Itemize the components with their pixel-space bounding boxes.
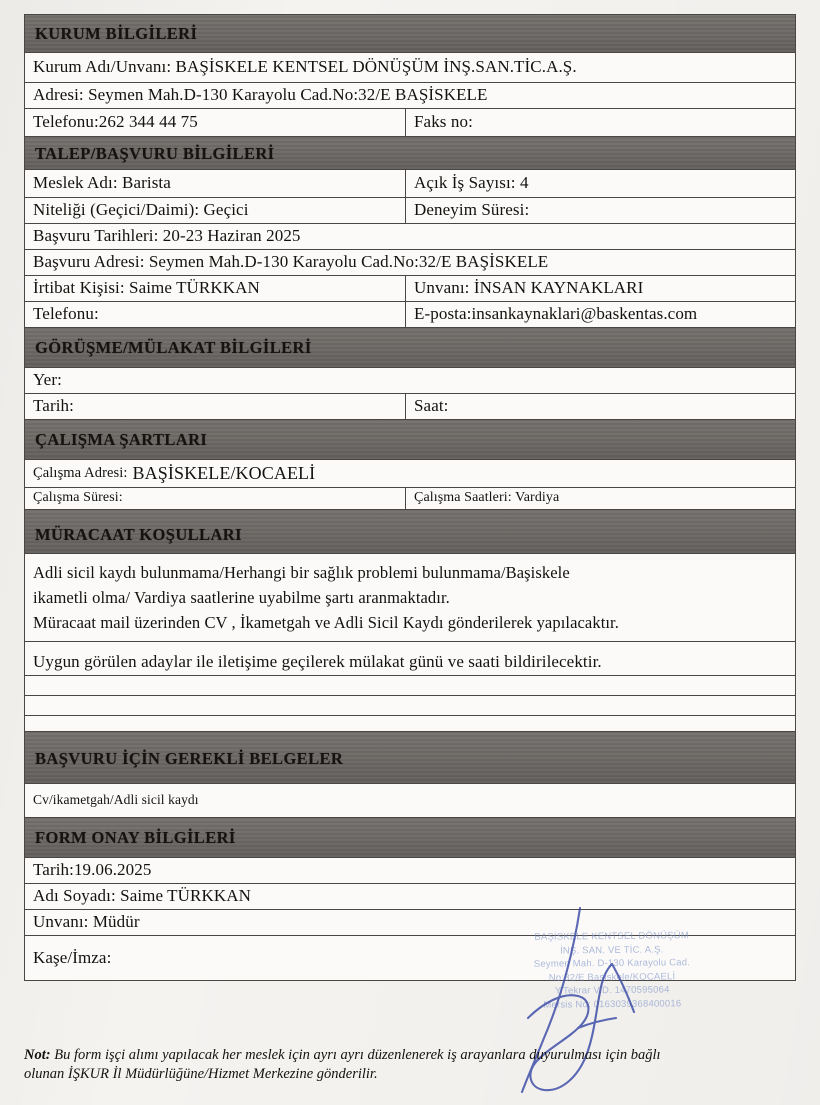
footnote-line-2: olunan İŞKUR İl Müdürlüğüne/Hizmet Merkezine gönderilir. xyxy=(24,1066,378,1082)
footnote xyxy=(24,1046,804,1084)
section-header-kurum: KURUM BİLGİLERİ xyxy=(25,15,795,53)
kase-imza-field: Kaşe/İmza: xyxy=(33,947,112,967)
irtibat-kisisi-field: İrtibat Kişisi: Saime TÜRKKAN xyxy=(25,276,406,301)
irtibat-unvani-field: Unvanı: İNSAN KAYNAKLARI xyxy=(414,278,644,298)
table-row xyxy=(25,910,795,936)
table-row xyxy=(25,460,795,488)
table-row xyxy=(25,198,795,224)
deneyim-suresi-field: Deneyim Süresi: xyxy=(414,200,530,220)
kurum-telefon-field: Telefonu:262 344 44 75 xyxy=(25,109,406,136)
table-row xyxy=(25,276,795,302)
meslek-adi-field: Meslek Adı: Barista xyxy=(25,170,406,197)
acik-is-sayisi-field: Açık İş Sayısı: 4 xyxy=(414,173,529,193)
table-row xyxy=(25,642,795,676)
gorusme-yer-field: Yer: xyxy=(33,370,62,390)
table-row xyxy=(25,83,795,109)
muracaat-kosullari-text xyxy=(25,554,795,641)
table-row xyxy=(25,170,795,198)
stamp-line-3: Seymen Mah. D-130 Karayolu Cad. xyxy=(533,957,691,970)
basvuru-adresi-field: Başvuru Adresi: Seymen Mah.D-130 Karayolu Cad.No:32/E BAŞİSKELE xyxy=(33,252,549,272)
muracaat-line-4: Uygun görülen adaylar ile iletişime geçilerek mülakat günü ve saati bildirilecektir. xyxy=(33,652,602,672)
table-row-empty xyxy=(25,696,795,716)
section-header-onay: FORM ONAY BİLGİLERİ xyxy=(25,818,795,858)
empty-cell xyxy=(25,696,795,715)
calisma-saatleri-field: Çalışma Saatleri: Vardiya xyxy=(414,489,560,505)
table-row-empty xyxy=(25,676,795,696)
section-header-calisma: ÇALIŞMA ŞARTLARI xyxy=(25,420,795,460)
gorusme-tarih-field: Tarih: xyxy=(25,394,406,419)
muracaat-line-3: Müracaat mail üzerinden CV , İkametgah ve Adli Sicil Kaydı gönderilerek yapılacaktır. xyxy=(33,613,619,632)
stamp-line-4: No:32/E Başiskele/KOCAELİ xyxy=(548,970,676,984)
kurum-faks-field: Faks no: xyxy=(414,112,473,132)
section-header-muracaat: MÜRACAAT KOŞULLARI xyxy=(25,510,795,554)
calisma-adresi-label: Çalışma Adresi: xyxy=(33,464,128,481)
stamp-line-1: BAŞİSKELE KENTSEL DÖNÜŞÜM xyxy=(534,930,689,943)
stamp-line-5: Y.Tekrar V.D. 1470595064 xyxy=(554,984,670,997)
table-row xyxy=(25,302,795,328)
table-row xyxy=(25,250,795,276)
table-row xyxy=(25,858,795,884)
table-row xyxy=(25,224,795,250)
section-header-belgeler: BAŞVURU İÇİN GEREKLİ BELGELER xyxy=(25,732,795,784)
table-row-empty xyxy=(25,716,795,732)
empty-cell xyxy=(25,716,795,731)
onay-tarih-field: Tarih:19.06.2025 xyxy=(33,860,152,880)
calisma-suresi-field: Çalışma Süresi: xyxy=(25,488,406,509)
irtibat-eposta-field: E-posta:insankaynaklari@baskentas.com xyxy=(414,304,698,324)
muracaat-line-2: ikametli olma/ Vardiya saatlerine uyabilme şartı aranmaktadır. xyxy=(33,588,450,607)
kurum-adres-field: Adresi: Seymen Mah.D-130 Karayolu Cad.No:32/E BAŞİSKELE xyxy=(33,85,488,105)
niteligi-field: Niteliği (Geçici/Daimi): Geçici xyxy=(25,198,406,223)
empty-cell xyxy=(25,676,795,695)
table-row xyxy=(25,554,795,642)
table-row xyxy=(25,109,795,137)
table-row xyxy=(25,53,795,83)
onay-unvani-field: Unvanı: Müdür xyxy=(33,912,140,932)
calisma-adresi-value: BAŞİSKELE/KOCAELİ xyxy=(132,462,316,483)
table-row xyxy=(25,936,795,980)
irtibat-telefon-field: Telefonu: xyxy=(25,302,406,327)
muracaat-line-1: Adli sicil kaydı bulunmama/Herhangi bir sağlık problemi bulunmama/Başiskele xyxy=(33,563,570,582)
stamp-line-2: İNŞ. SAN. VE TİC. A.Ş. xyxy=(559,943,664,957)
gorusme-saat-field: Saat: xyxy=(414,396,449,416)
basvuru-tarihleri-field: Başvuru Tarihleri: 20-23 Haziran 2025 xyxy=(33,226,301,246)
section-header-gorusme: GÖRÜŞME/MÜLAKAT BİLGİLERİ xyxy=(25,328,795,368)
kurum-adi-field: Kurum Adı/Unvanı: BAŞİSKELE KENTSEL DÖNÜŞÜM İNŞ.SAN.TİC.A.Ş. xyxy=(33,57,577,77)
footnote-line-1: Bu form işçi alımı yapılacak her meslek için ayrı ayrı düzenlenerek iş arayanlara duyurulması için bağlı xyxy=(50,1047,661,1063)
stamp-line-6: Mersis No: 0163039368400016 xyxy=(543,997,682,1011)
table-row xyxy=(25,368,795,394)
gerekli-belgeler-field: Cv/ikametgah/Adli sicil kaydı xyxy=(33,792,199,808)
table-row xyxy=(25,784,795,818)
table-row xyxy=(25,488,795,510)
section-header-talep: TALEP/BAŞVURU BİLGİLERİ xyxy=(25,137,795,170)
onay-adi-soyadi-field: Adı Soyadı: Saime TÜRKKAN xyxy=(33,886,251,906)
calisma-adresi-field xyxy=(25,460,795,487)
table-row xyxy=(25,394,795,420)
job-posting-form xyxy=(24,14,796,981)
footnote-label: Not: xyxy=(24,1047,51,1063)
table-row xyxy=(25,884,795,910)
